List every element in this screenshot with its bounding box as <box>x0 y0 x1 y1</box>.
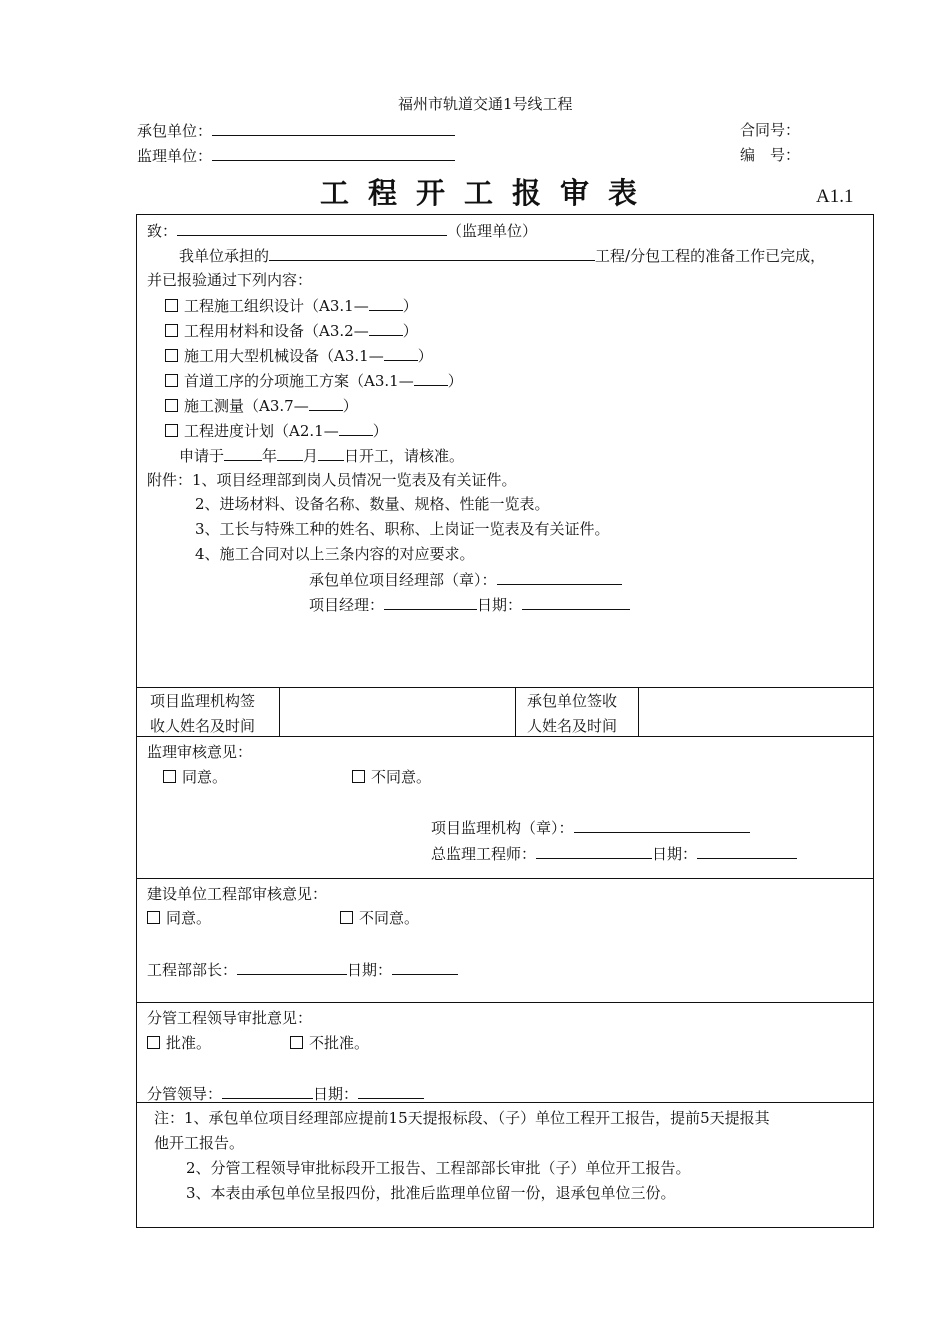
attachment-item: 4、施工合同对以上三条内容的对应要求。 <box>195 545 475 563</box>
checklist-item[interactable] <box>165 345 433 366</box>
dept-field[interactable] <box>497 569 622 585</box>
leader-label: 分管领导： <box>147 1085 223 1103</box>
to-label: 致： <box>147 222 178 240</box>
checkbox[interactable] <box>165 349 178 362</box>
contract-no-label: 合同号： <box>740 121 801 139</box>
date-label: 日期： <box>477 596 523 614</box>
checklist-end: ） <box>417 347 433 365</box>
approve-option[interactable] <box>147 1033 211 1053</box>
divider <box>515 687 516 736</box>
contractor-sign-label-2: 人姓名及时间 <box>527 717 618 735</box>
divider <box>279 687 280 736</box>
contractor-field[interactable] <box>212 120 455 136</box>
checklist-end: ） <box>447 372 463 390</box>
form-title: 工程开工报审表 <box>320 176 657 210</box>
supervisor-row <box>137 145 455 166</box>
agree-label: 同意。 <box>182 768 228 786</box>
contractor-label: 承包单位： <box>137 122 213 140</box>
checkbox[interactable] <box>165 324 178 337</box>
month-label: 月 <box>303 447 319 465</box>
supervision-title: 监理审核意见： <box>147 743 253 761</box>
contractor-sign-label: 承包单位签收 <box>527 692 618 710</box>
intro-text-b: 工程/分包工程的准备工作已完成， <box>595 247 826 265</box>
note-line: 他开工报告。 <box>154 1134 245 1152</box>
checklist-label: 首道工序的分项施工方案（A3.1— <box>184 372 414 390</box>
note-line: 2、分管工程领导审批标段开工报告、工程部部长审批（子）单位开工报告。 <box>186 1159 691 1177</box>
contractor-row <box>137 120 455 141</box>
agree-option[interactable] <box>163 767 227 787</box>
date-field[interactable] <box>697 843 797 859</box>
project-name: 福州市轨道交通1号线工程 <box>398 95 573 113</box>
attachment-item: 3、工长与特殊工种的姓名、职称、上岗证一览表及有关证件。 <box>195 520 610 538</box>
intro-row <box>179 245 825 266</box>
supervision-org-row <box>431 817 750 838</box>
supervisor-sign-label-2: 收人姓名及时间 <box>150 717 256 735</box>
chief-field[interactable] <box>536 843 652 859</box>
checklist-item[interactable] <box>165 395 358 416</box>
org-field[interactable] <box>574 817 750 833</box>
checklist-item[interactable] <box>165 420 388 441</box>
to-suffix: （监理单位） <box>447 222 538 240</box>
supervisor-label: 监理单位： <box>137 147 213 165</box>
disagree-option[interactable] <box>340 908 419 928</box>
chief-row <box>431 843 797 864</box>
divider <box>136 687 874 688</box>
form-code: A1.1 <box>816 186 854 207</box>
date-label: 日期： <box>652 845 698 863</box>
leader-field[interactable] <box>222 1083 313 1099</box>
month-field[interactable] <box>277 445 303 461</box>
intro-text-a: 我单位承担的 <box>179 247 270 265</box>
checkbox[interactable] <box>352 770 365 783</box>
date-field[interactable] <box>522 594 630 610</box>
agree-label: 同意。 <box>166 909 212 927</box>
chief-label: 总监理工程师： <box>431 845 537 863</box>
date-label: 日期： <box>347 961 393 979</box>
checkbox[interactable] <box>165 299 178 312</box>
pm-label: 项目经理： <box>309 596 385 614</box>
checkbox[interactable] <box>165 374 178 387</box>
agree-option[interactable] <box>147 908 211 928</box>
ref-field[interactable] <box>414 370 448 386</box>
checklist-label: 工程施工组织设计（A3.1— <box>184 297 369 315</box>
head-label: 工程部部长： <box>147 961 238 979</box>
apply-text: 申请于 <box>179 447 225 465</box>
checklist-end: ） <box>402 297 418 315</box>
year-label: 年 <box>262 447 278 465</box>
org-label: 项目监理机构（章）： <box>431 819 574 837</box>
checkbox[interactable] <box>163 770 176 783</box>
ref-field[interactable] <box>369 295 403 311</box>
checkbox[interactable] <box>340 911 353 924</box>
dept-head-row <box>147 959 458 980</box>
intro-text-c: 并已报验通过下列内容： <box>147 271 313 289</box>
head-field[interactable] <box>237 959 347 975</box>
disagree-label: 不同意。 <box>371 768 432 786</box>
project-field[interactable] <box>269 245 595 261</box>
checkbox[interactable] <box>165 424 178 437</box>
checklist-item[interactable] <box>165 320 418 341</box>
dept-label: 承包单位项目经理部（章）： <box>309 571 497 589</box>
supervisor-field[interactable] <box>212 145 455 161</box>
to-row <box>147 220 537 241</box>
checkbox[interactable] <box>147 911 160 924</box>
pm-field[interactable] <box>384 594 477 610</box>
checklist-item[interactable] <box>165 370 463 391</box>
reject-option[interactable] <box>290 1033 369 1053</box>
year-field[interactable] <box>224 445 262 461</box>
checkbox[interactable] <box>290 1036 303 1049</box>
approve-label: 批准。 <box>166 1034 212 1052</box>
apply-text-end: 日开工，请核准。 <box>344 447 465 465</box>
disagree-option[interactable] <box>352 767 431 787</box>
dept-row <box>309 569 622 590</box>
serial-no-label: 编 号： <box>740 146 801 164</box>
ref-field[interactable] <box>339 420 373 436</box>
apply-row <box>179 445 464 466</box>
attachment-item: 2、进场材料、设备名称、数量、规格、性能一览表。 <box>195 495 550 513</box>
checklist-label: 工程用材料和设备（A3.2— <box>184 322 369 340</box>
ref-field[interactable] <box>369 320 403 336</box>
checklist-label: 工程进度计划（A2.1— <box>184 422 339 440</box>
checklist-label: 施工用大型机械设备（A3.1— <box>184 347 384 365</box>
note-line: 注：1、承包单位项目经理部应提前15天提报标段、（子）单位工程开工报告，提前5天提报其 <box>154 1109 770 1127</box>
owner-dept-title: 建设单位工程部审核意见： <box>147 885 328 903</box>
pm-row <box>309 594 630 615</box>
checklist-item[interactable] <box>165 295 418 316</box>
checklist-end: ） <box>372 422 388 440</box>
checklist-end: ） <box>402 322 418 340</box>
ref-field[interactable] <box>309 395 343 411</box>
checkbox[interactable] <box>147 1036 160 1049</box>
divider <box>638 687 639 736</box>
date-label: 日期： <box>313 1085 359 1103</box>
date-field[interactable] <box>358 1083 424 1099</box>
checklist-end: ） <box>342 397 358 415</box>
divider <box>136 1002 874 1003</box>
supervisor-sign-label: 项目监理机构签 <box>150 692 256 710</box>
date-field[interactable] <box>392 959 458 975</box>
checkbox[interactable] <box>165 399 178 412</box>
reject-label: 不批准。 <box>309 1034 370 1052</box>
leader-sign-row <box>147 1083 424 1104</box>
attachment-item: 附件：1、项目经理部到岗人员情况一览表及有关证件。 <box>147 471 517 489</box>
divider <box>136 736 874 737</box>
day-field[interactable] <box>318 445 344 461</box>
checklist-label: 施工测量（A3.7— <box>184 397 309 415</box>
note-line: 3、本表由承包单位呈报四份，批准后监理单位留一份，退承包单位三份。 <box>186 1184 676 1202</box>
disagree-label: 不同意。 <box>359 909 420 927</box>
leader-title: 分管工程领导审批意见： <box>147 1009 313 1027</box>
ref-field[interactable] <box>384 345 418 361</box>
to-field[interactable] <box>177 220 447 236</box>
divider <box>136 878 874 879</box>
